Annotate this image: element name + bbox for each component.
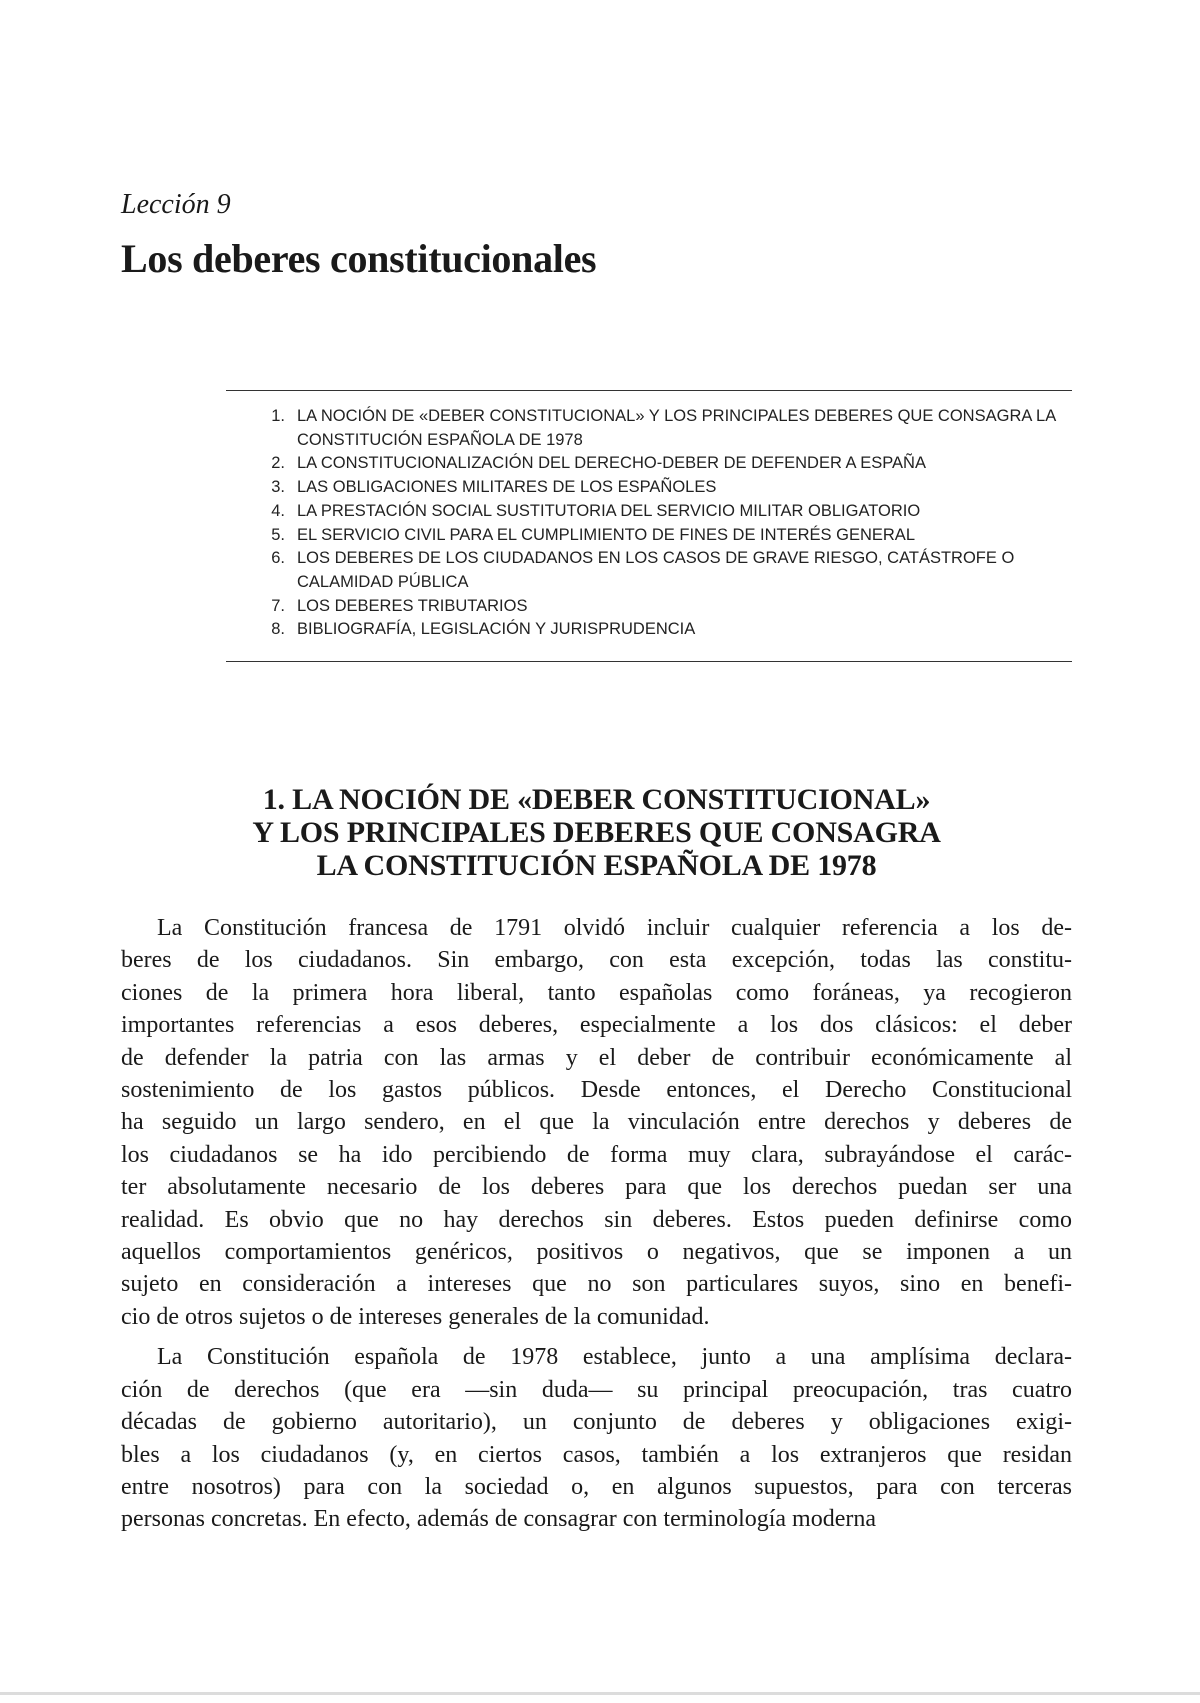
toc-item-number: 6. xyxy=(271,549,285,568)
toc-item-number: 1. xyxy=(271,407,285,425)
toc-item-text: LA PRESTACIÓN SOCIAL SUSTITUTORIA DEL SERVICIO MILITAR OBLIGATORIO xyxy=(297,501,921,520)
paragraph-line: aquellos comportamientos genéricos, positivos o negativos, que se imponen a un xyxy=(121,1239,1072,1266)
paragraph-line: importantes referencias a esos deberes, especialmente a los dos clásicos: el deber xyxy=(121,1012,1072,1039)
paragraph-line: sostenimiento de los gastos públicos. Desde entonces, el Derecho Constitucional xyxy=(121,1077,1072,1104)
lesson-title: Los deberes constitucionales xyxy=(121,236,597,281)
toc-item-text: LOS DEBERES DE LOS CIUDADANOS EN LOS CASOS DE GRAVE RIESGO, CATÁSTROFE O CALAMIDAD PÚBLICA xyxy=(297,549,1015,591)
toc-item-text: LAS OBLIGACIONES MILITARES DE LOS ESPAÑOLES xyxy=(297,478,717,497)
paragraph-line: ter absolutamente necesario de los deberes para que los derechos puedan ser una xyxy=(121,1174,1072,1201)
table-of-contents xyxy=(226,390,1072,662)
toc-item-number: 2. xyxy=(271,454,285,473)
section-heading-line: LA CONSTITUCIÓN ESPAÑOLA DE 1978 xyxy=(316,849,877,882)
toc-item xyxy=(226,452,1072,476)
toc-item xyxy=(226,524,1072,548)
toc-item-number: 4. xyxy=(271,501,285,520)
toc-item xyxy=(226,405,1072,452)
lesson-label: Lección 9 xyxy=(121,189,231,220)
toc-item xyxy=(226,547,1072,594)
toc-item xyxy=(226,476,1072,500)
toc-item-text: LOS DEBERES TRIBUTARIOS xyxy=(297,596,528,615)
paragraph-line: ha seguido un largo sendero, en el que la vinculación entre derechos y deberes de xyxy=(121,1109,1072,1136)
paragraph-line: ciones de la primera hora liberal, tanto españolas como foráneas, ya recogieron xyxy=(121,979,1072,1006)
paragraph xyxy=(121,1341,1072,1535)
paragraph-line: La Constitución española de 1978 establece, junto a una amplísima declara- xyxy=(157,1344,1072,1371)
paragraph-line: de defender la patria con las armas y el deber de contribuir económicamente al xyxy=(121,1044,1072,1071)
section-heading xyxy=(121,783,1072,882)
paragraph-line: entre nosotros) para con la sociedad o, en algunos supuestos, para con terceras xyxy=(121,1473,1072,1500)
paragraph-line: beres de los ciudadanos. Sin embargo, con esta excepción, todas las constitu- xyxy=(121,947,1072,974)
paragraph xyxy=(121,912,1072,1333)
toc-item-text: BIBLIOGRAFÍA, LEGISLACIÓN Y JURISPRUDENCIA xyxy=(297,620,696,639)
toc-item-number: 5. xyxy=(271,525,285,544)
paragraph-line: décadas de gobierno autoritario), un conjunto de deberes y obligaciones exigi- xyxy=(121,1409,1072,1436)
paragraph-line: La Constitución francesa de 1791 olvidó incluir cualquier referencia a los de- xyxy=(157,915,1072,941)
toc-item-text: LA NOCIÓN DE «DEBER CONSTITUCIONAL» Y LOS PRINCIPALES DEBERES QUE CONSAGRA LA CONSTITUCIÓN ESPAÑOLA DE 1978 xyxy=(297,407,1056,449)
paragraph-line: los ciudadanos se ha ido percibiendo de forma muy clara, subrayándose el carác- xyxy=(121,1141,1072,1168)
section-heading-line: Y LOS PRINCIPALES DEBERES QUE CONSAGRA xyxy=(252,816,941,849)
toc-item xyxy=(226,618,1072,642)
paragraph-line: realidad. Es obvio que no hay derechos sin deberes. Estos pueden definirse como xyxy=(121,1206,1072,1233)
toc-item-number: 8. xyxy=(271,620,285,639)
toc-item-text: EL SERVICIO CIVIL PARA EL CUMPLIMIENTO DE FINES DE INTERÉS GENERAL xyxy=(297,525,915,544)
toc-item xyxy=(226,595,1072,619)
toc-item-number: 3. xyxy=(271,478,285,497)
paragraph-line: sujeto en consideración a intereses que no son particulares suyos, sino en benefi- xyxy=(121,1271,1072,1298)
paragraph-line: cio de otros sujetos o de intereses generales de la comunidad. xyxy=(121,1303,710,1330)
toc-item xyxy=(226,500,1072,524)
body-text xyxy=(121,912,1072,1544)
paragraph-line: personas concretas. En efecto, además de consagrar con terminología moderna xyxy=(121,1506,877,1533)
page-bottom-divider xyxy=(0,1692,1200,1695)
toc-item-number: 7. xyxy=(271,596,285,615)
paragraph-line: ción de derechos (que era —sin duda— su principal preocupación, tras cuatro xyxy=(121,1376,1072,1403)
toc-item-text: LA CONSTITUCIONALIZACIÓN DEL DERECHO-DEBER DE DEFENDER A ESPAÑA xyxy=(297,454,926,473)
section-heading-line: 1. LA NOCIÓN DE «DEBER CONSTITUCIONAL» xyxy=(262,783,931,816)
paragraph-line: bles a los ciudadanos (y, en ciertos casos, también a los extranjeros que residan xyxy=(121,1441,1072,1468)
